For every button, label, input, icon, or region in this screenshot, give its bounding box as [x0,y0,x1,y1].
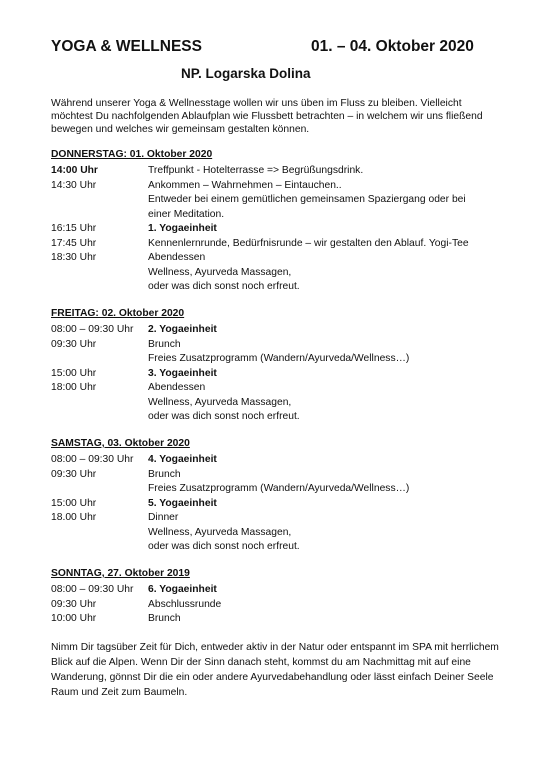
day-section-friday [51,307,501,425]
schedule-activity: Kennenlernrunde, Bedürfnisrunde – wir gestalten den Ablauf. Yogi-Tee [148,237,469,249]
schedule-row [51,222,501,237]
day-section-saturday [51,437,501,555]
schedule-time: 18:00 Uhr [51,382,97,393]
schedule-activity: 3. Yogaeinheit [148,367,217,379]
schedule-time: 09:30 Uhr [51,598,97,610]
schedule-activity: Dinner [148,512,179,523]
schedule-time: 08:00 – 09:30 Uhr [51,454,134,465]
schedule-row [51,367,501,382]
schedule-activity: Brunch [148,613,181,624]
schedule-row [51,583,501,598]
schedule-time: 17:45 Uhr [51,237,97,249]
schedule-activity: Abschlussrunde [148,598,222,610]
schedule-row [51,612,501,627]
schedule-time: 14:00 Uhr [51,165,98,176]
schedule-time: 08:00 – 09:30 Uhr [51,584,134,595]
document-title: YOGA & WELLNESS [51,38,202,55]
schedule-activity: Abendessen [148,382,206,393]
day-section-thursday [51,148,501,295]
schedule-activity-detail: Wellness, Ayurveda Massagen, [148,396,292,408]
schedule-activity: Treffpunkt - Hotelterrasse => Begrüßungsdrink. [148,165,364,176]
schedule-time: 10:00 Uhr [51,613,97,624]
event-location: NP. Logarska Dolina [181,66,311,81]
schedule-activity-detail: Freies Zusatzprogramm (Wandern/Ayurveda/Wellness…) [148,353,410,364]
schedule-activity: 5. Yogaeinheit [148,497,217,509]
schedule-activity-detail: Wellness, Ayurveda Massagen, [148,526,292,538]
closing-paragraph: Nimm Dir tagsüber Zeit für Dich, entweder aktiv in der Natur oder entspannt im SPA mit herrlichem Blick auf die Alpen. Wenn Dir der Sinn danach steht, kommst du am Nachmittag mit auf eine Wanderung, gönnst Dir die ein oder andere Ayurvedabehandlung oder lässt einfach Deiner Seele Raum und Zeit zum Baumeln. [51,642,499,698]
schedule-time: 16:15 Uhr [51,223,97,234]
schedule-time: 09:30 Uhr [51,468,97,480]
schedule-row [51,179,501,194]
day-heading: SONNTAG, 27. Oktober 2019 [51,568,190,579]
schedule-time: 18:30 Uhr [51,252,97,263]
schedule-row [51,381,501,396]
schedule-row [51,338,501,353]
schedule-activity: Brunch [148,338,181,350]
schedule-activity-detail: Freies Zusatzprogramm (Wandern/Ayurveda/Wellness…) [148,483,410,494]
schedule-time: 14:30 Uhr [51,179,97,191]
schedule-activity-detail: oder was dich sonst noch erfreut. [148,411,300,422]
schedule-row [51,237,501,252]
schedule-activity: Brunch [148,468,181,480]
schedule-row [51,497,501,512]
schedule-row [51,323,501,338]
title-row [51,38,491,56]
schedule-activity-detail: oder was dich sonst noch erfreut. [148,541,300,552]
schedule-activity: Ankommen – Wahrnehmen – Eintauchen.. [148,179,342,191]
schedule-activity: Abendessen [148,252,206,263]
schedule-row [51,251,501,266]
schedule-time: 09:30 Uhr [51,338,97,350]
event-dates: 01. – 04. Oktober 2020 [311,38,474,55]
schedule-activity: 2. Yogaeinheit [148,324,217,335]
schedule-row [51,468,501,483]
schedule-activity-detail: einer Meditation. [148,208,225,220]
intro-paragraph: Während unserer Yoga & Wellnesstage wollen wir uns üben im Fluss zu bleiben. Vielleicht möchtest Du nachfolgenden Ablaufplan wie Flussbett betrachten – in welchem wir uns fließend bewegen und welches wir gemeinsam gestalten können. [51,98,483,135]
schedule-time: 18.00 Uhr [51,512,97,523]
schedule-row [51,164,501,179]
day-heading: FREITAG: 02. Oktober 2020 [51,308,185,319]
schedule-row [51,511,501,526]
schedule-time: 08:00 – 09:30 Uhr [51,324,134,335]
schedule-activity-detail: Entweder bei einem gemütlichen gemeinsamen Spaziergang oder bei [148,194,466,205]
schedule-activity-detail: oder was dich sonst noch erfreut. [148,281,300,292]
day-heading: SAMSTAG, 03. Oktober 2020 [51,438,190,449]
day-section-sunday [51,567,501,627]
schedule-row [51,453,501,468]
schedule-activity: 6. Yogaeinheit [148,584,217,595]
day-heading: DONNERSTAG: 01. Oktober 2020 [51,149,213,160]
schedule-row [51,598,501,613]
schedule-time: 15:00 Uhr [51,497,97,509]
schedule-activity: 4. Yogaeinheit [148,454,217,465]
schedule-activity-detail: Wellness, Ayurveda Massagen, [148,266,292,278]
schedule-activity: 1. Yogaeinheit [148,223,217,234]
schedule-time: 15:00 Uhr [51,367,97,379]
